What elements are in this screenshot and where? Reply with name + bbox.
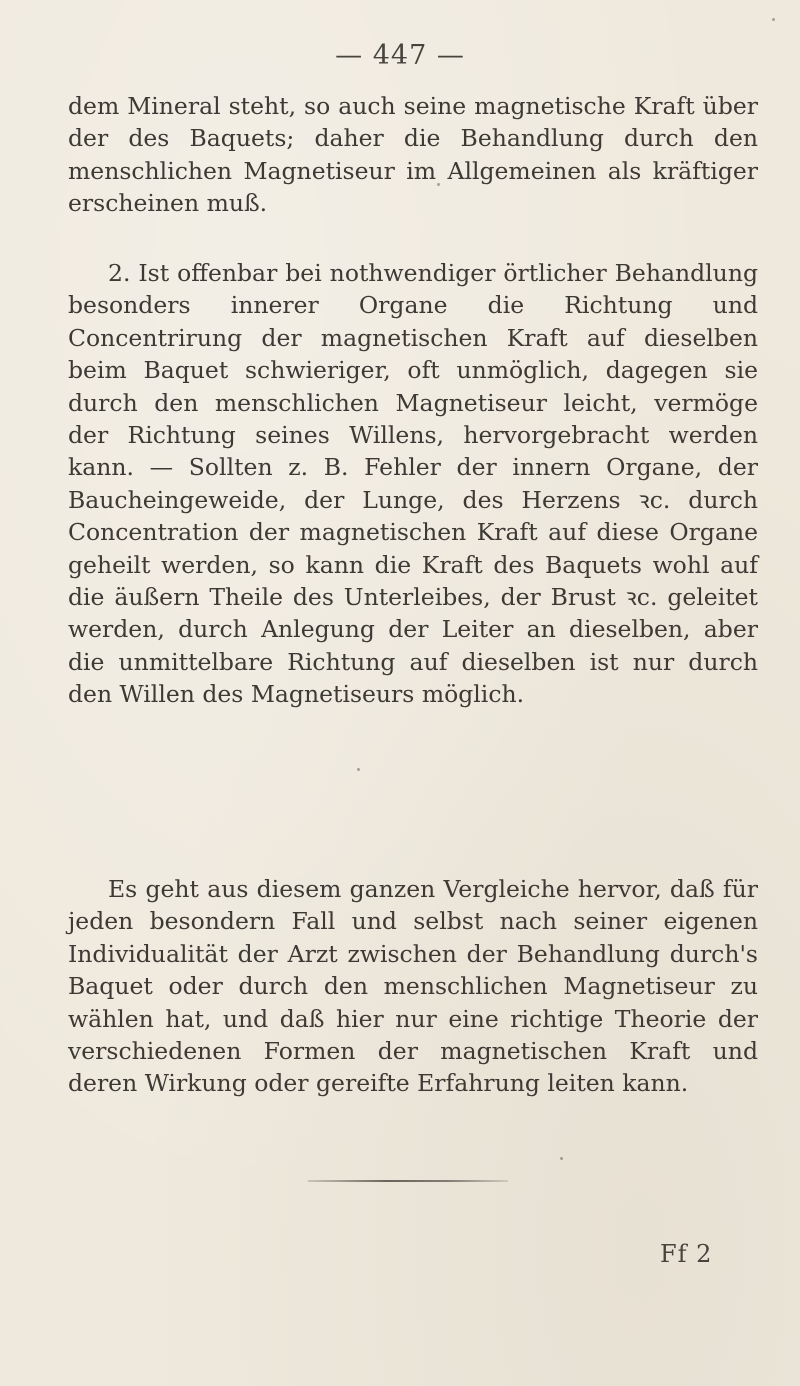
paragraph-continuation	[68, 90, 758, 220]
paper-speck	[247, 138, 250, 141]
paragraph-text: dem Mineral steht, so auch seine magnetische Kraft über der des Baquets; daher die Behandlung durch den menschlichen Magnetiseur im Allgemeinen als kräftiger erscheinen muß.	[68, 92, 758, 218]
paragraph-point-2	[68, 257, 758, 711]
section-rule	[308, 1180, 508, 1182]
paper-speck	[560, 1157, 563, 1160]
paragraph-text: 2. Ist offenbar bei nothwendiger örtlicher Behandlung besonders innerer Organe die Richtung und Concentrirung der magnetischen Kraft auf dieselben beim Baquet schwieriger, oft unmöglich, dagegen sie durch den menschlichen Magnetiseur leicht, vermöge der Richtung seines Willens, hervorgebracht werden kann. — Sollten z. B. Fehler der innern Organe, der Baucheingeweide, der Lunge, des Herzens ꝛc. durch Concentration der magnetischen Kraft auf diese Organe geheilt werden, so kann die Kraft des Baquets wohl auf die äußern Theile des Unterleibes, der Brust ꝛc. geleitet werden, durch Anlegung der Leiter an dieselben, aber die unmittelbare Richtung auf dieselben ist nur durch den Willen des Magnetiseurs möglich.	[68, 259, 758, 709]
page-number: — 447 —	[335, 40, 465, 71]
paragraph-conclusion	[68, 873, 758, 1100]
paragraph-text: Es geht aus diesem ganzen Vergleiche hervor, daß für jeden besondern Fall und selbst nach seiner eigenen Individualität der Arzt zwischen der Behandlung durch's Baquet oder durch den menschlichen Magnetiseur zu wählen hat, und daß hier nur eine richtige Theorie der verschiedenen Formen der magnetischen Kraft und deren Wirkung oder gereifte Erfahrung leiten kann.	[68, 875, 758, 1098]
paper-speck	[772, 18, 775, 21]
paper-speck	[437, 183, 440, 186]
signature-mark: Ff 2	[660, 1240, 713, 1268]
paper-speck	[357, 768, 360, 771]
